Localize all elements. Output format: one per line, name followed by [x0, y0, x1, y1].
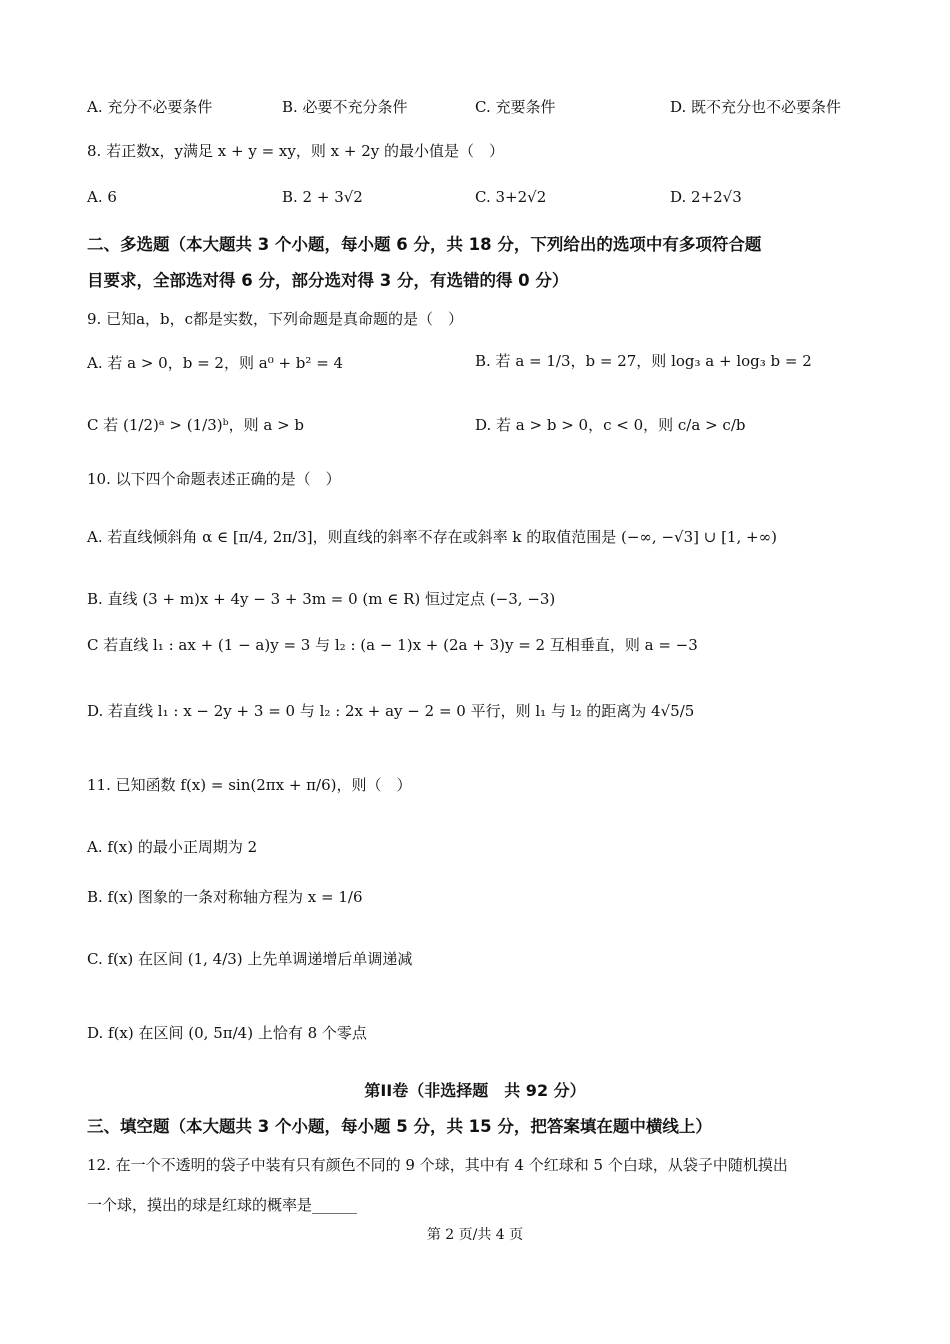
- q8-stem: 8. 若正数x，y满足 x + y = xy，则 x + 2y 的最小值是（ ）: [87, 142, 504, 160]
- q11-option-a: A. f(x) 的最小正周期为 2: [87, 838, 258, 856]
- q10-option-b: B. 直线 (3 + m)x + 4y − 3 + 3m = 0 (m ∈ R) 恒过定点 (−3, −3): [87, 590, 556, 608]
- q9-option-a: A. 若 a > 0，b = 2，则 a⁰ + b² = 4: [87, 354, 344, 372]
- q10-option-a: A. 若直线倾斜角 α ∈ [π/4, 2π/3]，则直线的斜率不存在或斜率 k 的取值范围是 (−∞, −√3] ∪ [1, +∞): [87, 528, 777, 546]
- q10-option-c: C 若直线 l₁ : ax + (1 − a)y = 3 与 l₂ : (a − 1)x + (2a + 3)y = 2 互相垂直，则 a = −3: [87, 636, 698, 654]
- q8-option-c: C. 3+2√2: [475, 188, 547, 206]
- q11-option-c: C. f(x) 在区间 (1, 4/3) 上先单调递增后单调递减: [87, 950, 413, 968]
- q9-option-d: D. 若 a > b > 0，c < 0，则 c/a > c/b: [475, 416, 746, 434]
- page-footer: 第 2 页/共 4 页: [426, 1227, 524, 1243]
- q12-line1: 12. 在一个不透明的袋子中装有只有颜色不同的 9 个球，其中有 4 个红球和 5 个白球，从袋子中随机摸出: [87, 1156, 788, 1174]
- section3-heading: 三、填空题（本大题共 3 个小题，每小题 5 分，共 15 分，把答案填在题中横线上）: [87, 1117, 712, 1136]
- section2-heading-line2: 目要求，全部选对得 6 分，部分选对得 3 分，有选错的得 0 分）: [87, 271, 569, 290]
- q10-stem: 10. 以下四个命题表述正确的是（ ）: [87, 470, 341, 488]
- q7-option-c: C. 充要条件: [475, 98, 556, 116]
- q7-option-a: A. 充分不必要条件: [87, 98, 213, 116]
- q12-line2: 一个球，摸出的球是红球的概率是______: [87, 1196, 358, 1214]
- q8-option-b: B. 2 + 3√2: [282, 188, 363, 206]
- q9-option-c: C 若 (1/2)ᵃ > (1/3)ᵇ，则 a > b: [87, 416, 305, 434]
- q8-option-d: D. 2+2√3: [670, 188, 742, 206]
- q11-option-d: D. f(x) 在区间 (0, 5π/4) 上恰有 8 个零点: [87, 1024, 367, 1042]
- q8-option-a: A. 6: [87, 188, 117, 206]
- q10-option-d: D. 若直线 l₁ : x − 2y + 3 = 0 与 l₂ : 2x + ay − 2 = 0 平行，则 l₁ 与 l₂ 的距离为 4√5/5: [87, 702, 695, 720]
- part2-title: 第II卷（非选择题 共 92 分）: [364, 1081, 586, 1100]
- q11-option-b: B. f(x) 图象的一条对称轴方程为 x = 1/6: [87, 888, 363, 906]
- q9-option-b: B. 若 a = 1/3，b = 27，则 log₃ a + log₃ b = 2: [475, 352, 812, 370]
- q7-option-d: D. 既不充分也不必要条件: [670, 98, 842, 116]
- q11-stem: 11. 已知函数 f(x) = sin(2πx + π/6)，则（ ）: [87, 776, 412, 794]
- section2-heading-line1: 二、多选题（本大题共 3 个小题，每小题 6 分，共 18 分，下列给出的选项中有多项符合题: [87, 235, 762, 254]
- q9-stem: 9. 已知a，b，c都是实数，下列命题是真命题的是（ ）: [87, 310, 464, 328]
- q7-option-b: B. 必要不充分条件: [282, 98, 408, 116]
